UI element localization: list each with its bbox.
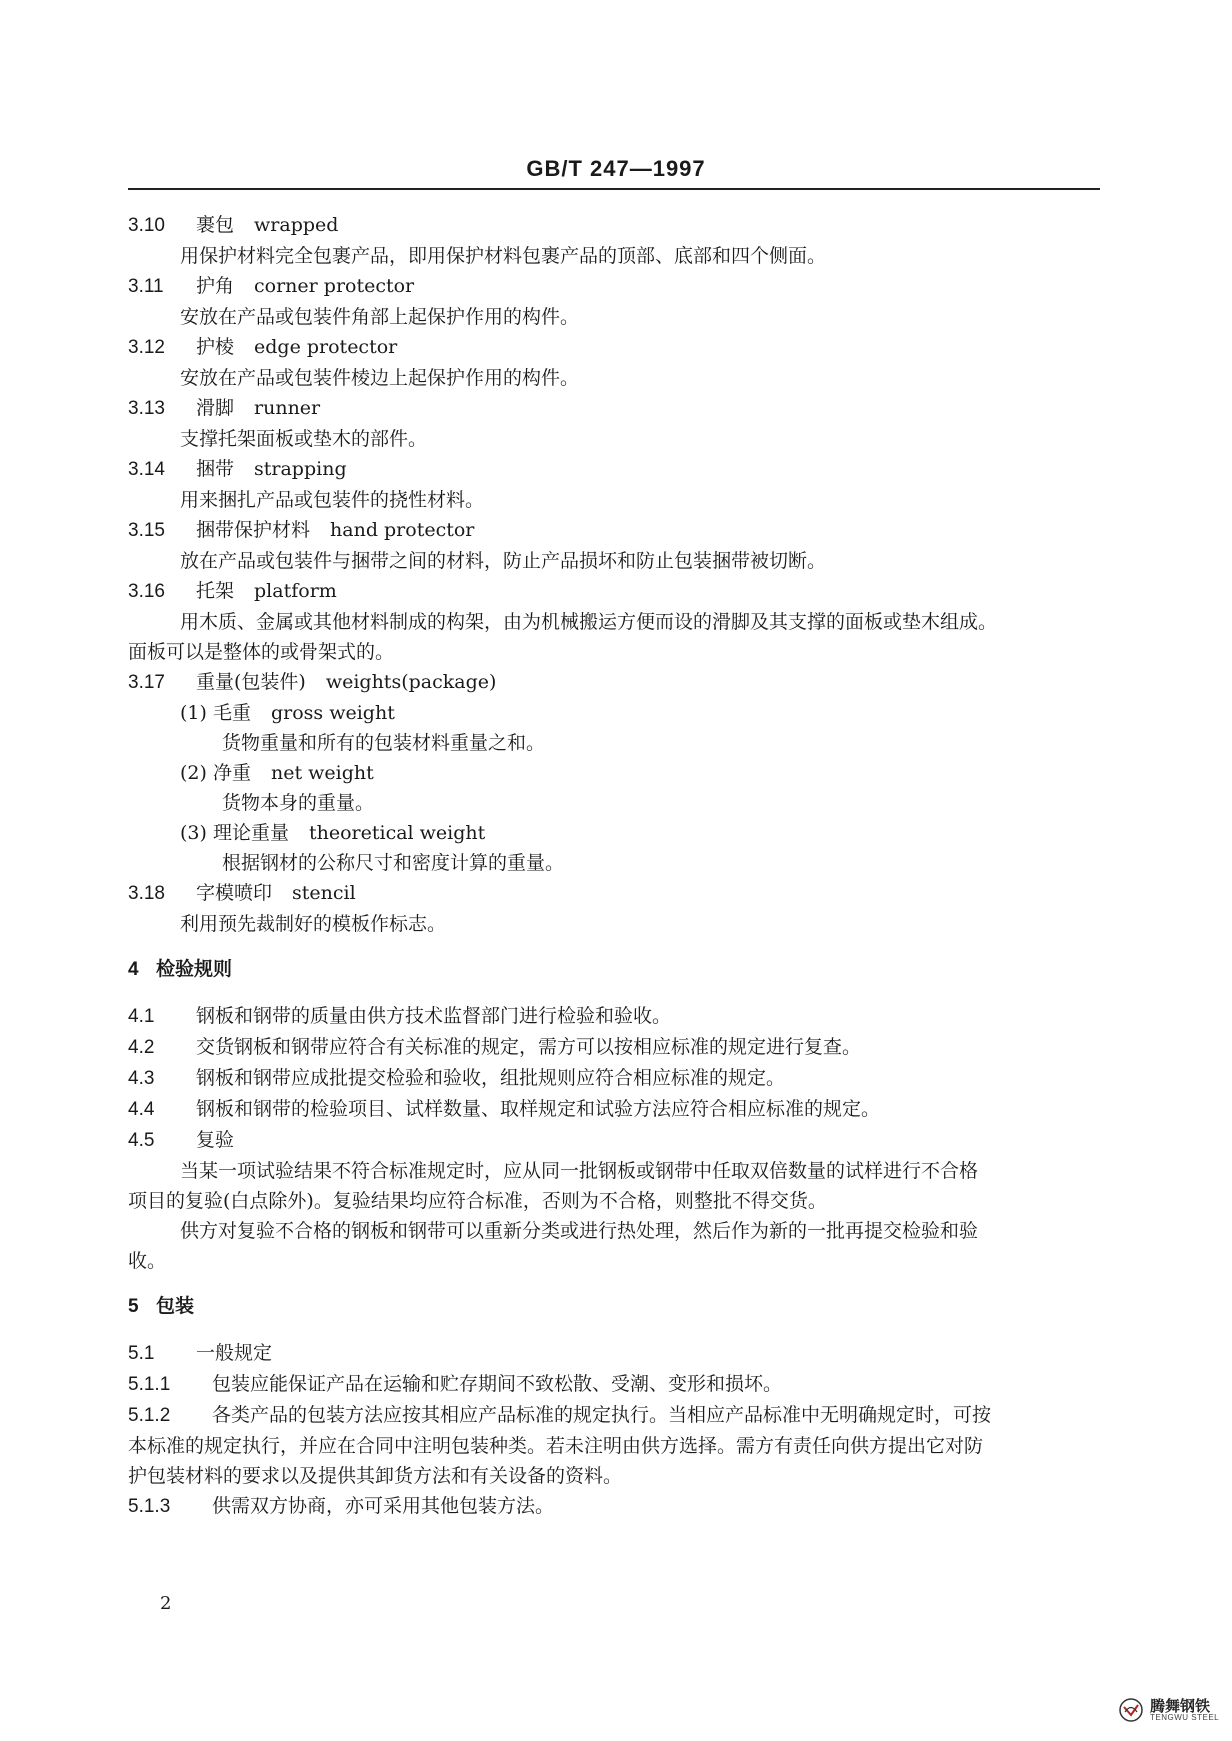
term-definition: 用保护材料完全包裹产品，即用保护材料包裹产品的顶部、底部和四个侧面。 (180, 245, 827, 267)
paragraph-line: 当某一项试验结果不符合标准规定时，应从同一批钢板或钢带中任取双倍数量的试样进行不合格 (180, 1160, 979, 1182)
clause: 4.1 钢板和钢带的质量由供方技术监督部门进行检验和验收。 (128, 1005, 672, 1027)
clause: 5.1.3 供需双方协商，亦可采用其他包装方法。 (128, 1495, 555, 1517)
subsection-heading: 5.1 一般规定 (128, 1342, 273, 1364)
term-definition: 支撑托架面板或垫木的部件。 (180, 428, 428, 450)
section-heading: 4 检验规则 (128, 959, 233, 980)
clause: 4.3 钢板和钢带应成批提交检验和验收，组批规则应符合相应标准的规定。 (128, 1067, 786, 1089)
term-heading: 3.12 护棱 edge protector (128, 336, 398, 358)
paragraph-line: 收。 (128, 1250, 167, 1272)
term-definition-cont: 面板可以是整体的或骨架式的。 (128, 641, 395, 663)
page-number: 2 (160, 1593, 172, 1614)
term-heading: 3.16 托架 platform (128, 580, 337, 602)
logo-name-en: TENGWU STEEL (1150, 1712, 1220, 1722)
weight-definition: 货物重量和所有的包装材料重量之和。 (222, 732, 546, 754)
term-definition: 利用预先裁制好的模板作标志。 (180, 913, 447, 935)
weight-heading: (2) 净重 net weight (180, 762, 374, 784)
paragraph-line: 护包装材料的要求以及提供其卸货方法和有关设备的资料。 (128, 1465, 623, 1487)
document-code: GB/T 247—1997 (526, 156, 706, 181)
term-heading: 3.17 重量(包装件) weights(package) (128, 671, 497, 693)
paragraph-line: 项目的复验(白点除外)。复验结果均应符合标准，否则为不合格，则整批不得交货。 (128, 1190, 827, 1212)
clause: 5.1.1 包装应能保证产品在运输和贮存期间不致松散、受潮、变形和损坏。 (128, 1373, 783, 1395)
paragraph-line: 本标准的规定执行，并应在合同中注明包装种类。若未注明由供方选择。需方有责任向供方提出它对防 (128, 1435, 984, 1457)
term-heading: 3.11 护角 corner protector (128, 275, 415, 297)
clause: 4.2 交货钢板和钢带应符合有关标准的规定，需方可以按相应标准的规定进行复查。 (128, 1036, 862, 1058)
logo-name-cn: 腾舞钢铁 (1150, 1696, 1211, 1715)
weight-heading: (1) 毛重 gross weight (180, 702, 395, 724)
clause: 4.4 钢板和钢带的检验项目、试样数量、取样规定和试验方法应符合相应标准的规定。 (128, 1098, 881, 1120)
weight-heading: (3) 理论重量 theoretical weight (180, 822, 486, 844)
weight-definition: 货物本身的重量。 (222, 792, 375, 814)
tengwu-logo-icon (1118, 1697, 1144, 1723)
term-definition: 用来捆扎产品或包装件的挠性材料。 (180, 489, 485, 511)
clause: 5.1.2 各类产品的包装方法应按其相应产品标准的规定执行。当相应产品标准中无明确规定时，可按 (128, 1404, 992, 1426)
term-definition: 安放在产品或包装件角部上起保护作用的构件。 (180, 306, 580, 328)
clause: 4.5 复验 (128, 1129, 235, 1151)
term-heading: 3.18 字模喷印 stencil (128, 882, 356, 904)
term-definition: 安放在产品或包装件棱边上起保护作用的构件。 (180, 367, 580, 389)
term-heading: 3.13 滑脚 runner (128, 397, 321, 419)
header-rule (128, 188, 1100, 190)
weight-definition: 根据钢材的公称尺寸和密度计算的重量。 (222, 852, 565, 874)
term-heading: 3.10 裹包 wrapped (128, 214, 339, 236)
paragraph-line: 供方对复验不合格的钢板和钢带可以重新分类或进行热处理，然后作为新的一批再提交检验和验 (180, 1220, 979, 1242)
watermark-logo (1118, 1697, 1219, 1723)
document-body (128, 211, 1102, 1521)
term-heading: 3.14 捆带 strapping (128, 458, 347, 480)
term-definition: 放在产品或包装件与捆带之间的材料，防止产品损坏和防止包装捆带被切断。 (180, 550, 827, 572)
section-heading: 5 包装 (128, 1296, 195, 1317)
term-definition: 用木质、金属或其他材料制成的构架，由为机械搬运方便而设的滑脚及其支撑的面板或垫木组成。 (180, 611, 998, 633)
term-heading: 3.15 捆带保护材料 hand protector (128, 519, 475, 541)
